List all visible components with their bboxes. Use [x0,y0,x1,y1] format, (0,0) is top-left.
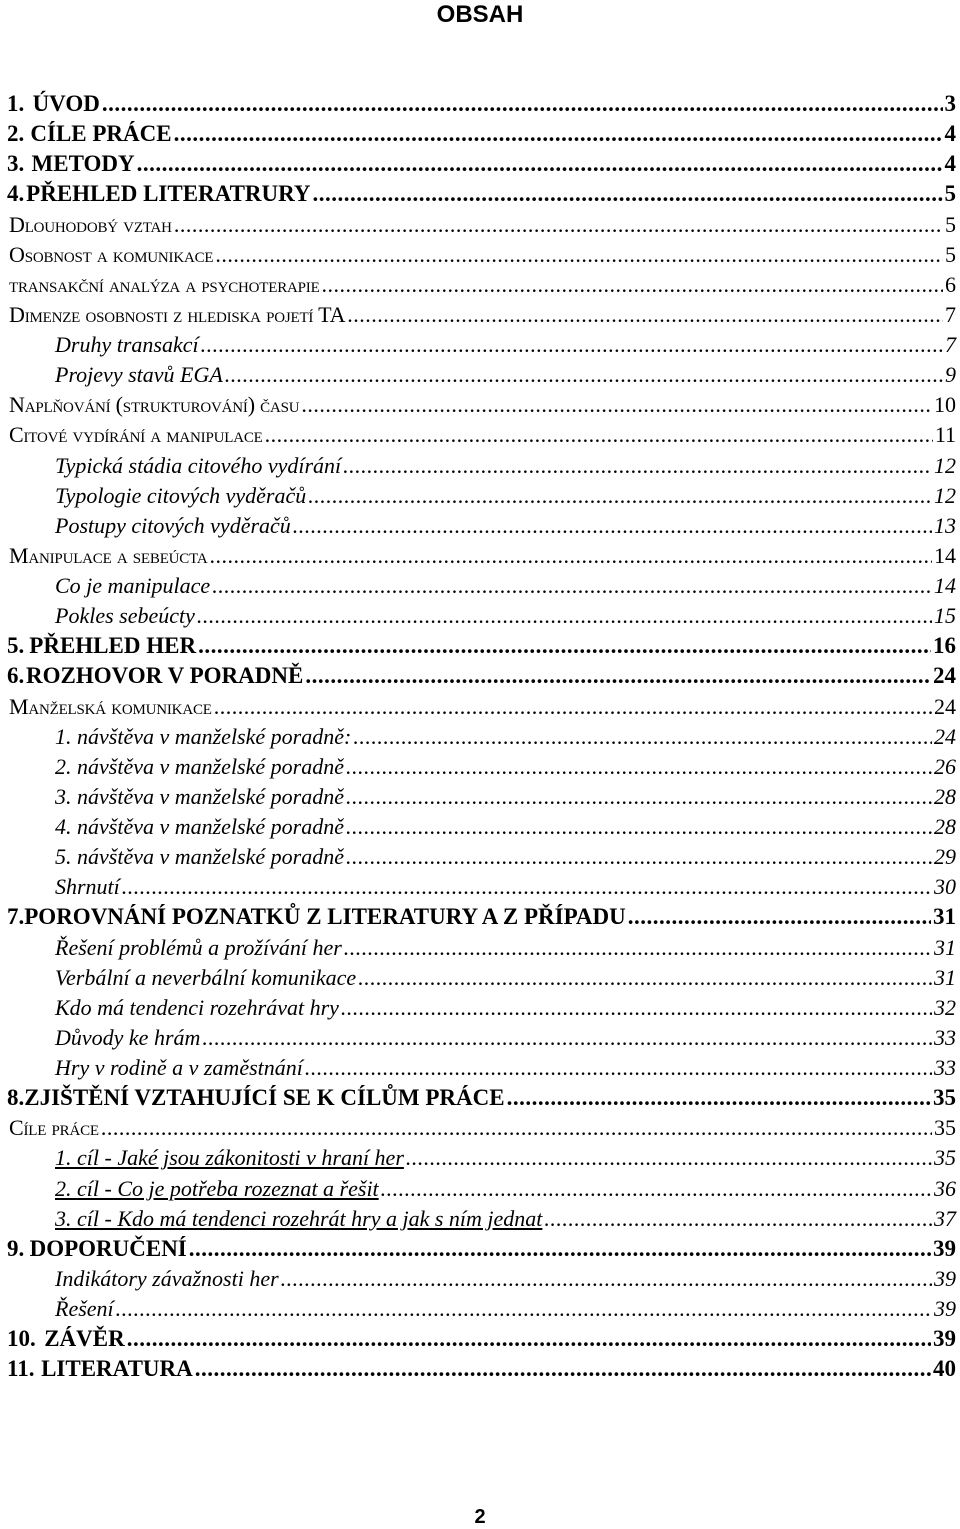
toc-entry-page: 13 [934,511,960,541]
toc-entry-page: 39 [934,1294,960,1324]
toc-entry-page: 37 [934,1204,960,1234]
toc-entry-title: POROVNÁNÍ POZNATKŮ Z LITERATURY A Z PŘÍPADU [24,902,626,932]
toc-leader-dots [544,1204,932,1234]
toc-entry[interactable] [0,451,960,481]
toc-entry-page: 33 [934,1053,960,1083]
toc-leader-dots [174,210,943,240]
toc-entry-page: 4 [945,149,960,179]
toc-entry-number: 11. [0,1354,41,1384]
toc-entry-page: 36 [934,1174,960,1204]
toc-entry-title: Kdo má tendenci rozehrávat hry [55,993,339,1023]
toc-entry[interactable] [0,390,960,420]
toc-entry-title: 3. cíl - Kdo má tendenci rozehrát hry a jak s ním jednat [55,1204,542,1234]
toc-entry-number: 7. [0,902,24,932]
toc-entry[interactable] [0,872,960,902]
toc-entry[interactable] [0,210,960,240]
toc-entry[interactable] [0,1023,960,1053]
toc-leader-dots [381,1174,932,1204]
toc-entry[interactable] [0,541,960,571]
toc-entry[interactable] [0,1053,960,1083]
toc-entry-page: 31 [934,963,960,993]
toc-entry-page: 31 [933,902,960,932]
toc-entry-page: 29 [934,842,960,872]
toc-entry[interactable] [0,240,960,270]
toc-entry-page: 32 [934,993,960,1023]
toc-leader-dots [507,1083,931,1113]
toc-leader-dots [308,481,932,511]
toc-entry-title: 2. návštěva v manželské poradně [55,752,344,782]
toc-leader-dots [358,963,932,993]
toc-entry[interactable] [0,149,960,179]
toc-leader-dots [628,902,931,932]
toc-entry[interactable] [0,330,960,360]
toc-leader-dots [265,420,933,450]
toc-entry-page: 24 [934,692,960,722]
toc-leader-dots [174,119,943,149]
toc-entry[interactable] [0,571,960,601]
toc-entry[interactable] [0,631,960,661]
toc-leader-dots [344,933,932,963]
toc-entry-title: Řešení problémů a prožívání her [55,933,342,963]
toc-entry-number: 1. [0,89,33,119]
toc-entry-page: 7 [945,330,960,360]
toc-entry-title: Dlouhodobý vztah [9,210,172,240]
toc-entry-page: 39 [933,1324,960,1354]
toc-entry[interactable] [0,902,960,932]
toc-entry-page: 14 [934,541,960,571]
toc-entry-title: Co je manipulace [55,571,210,601]
toc-entry-title: Dimenze osobnosti z hlediska pojetí TA [9,300,345,330]
toc-entry-page: 24 [933,661,960,691]
toc-entry-title: Hry v rodině a v zaměstnání [55,1053,303,1083]
toc-entry[interactable] [0,842,960,872]
toc-leader-dots [301,390,932,420]
toc-leader-dots [353,722,932,752]
toc-entry-page: 24 [934,722,960,752]
toc-leader-dots [212,571,932,601]
toc-leader-dots [101,1113,932,1143]
toc-entry-page: 28 [934,782,960,812]
toc-entry-title: Naplňování (strukturování) času [9,390,299,420]
page-number: 2 [0,1505,960,1529]
toc-leader-dots [347,300,943,330]
toc-entry-title: Pokles sebeúcty [55,601,195,631]
toc-entry-page: 12 [934,481,960,511]
toc-entry[interactable] [0,1264,960,1294]
toc-leader-dots [201,330,943,360]
toc-leader-dots [210,541,933,571]
toc-entry-title: 1. cíl - Jaké jsou zákonitosti v hraní her [55,1143,404,1173]
toc-entry-title: Důvody ke hrám [55,1023,200,1053]
toc-entry[interactable] [0,1113,960,1143]
toc-leader-dots [346,782,932,812]
toc-entry[interactable] [0,722,960,752]
toc-entry-title: Manipulace a sebeúcta [9,541,208,571]
toc-leader-dots [225,360,943,390]
toc-entry-title: Manželská komunikace [9,692,212,722]
toc-entry-title: DOPORUČENÍ [30,1234,187,1264]
toc-entry[interactable] [0,993,960,1023]
toc-entry[interactable] [0,1234,960,1264]
toc-entry-title: Indikátory závažnosti her [55,1264,279,1294]
toc-entry[interactable] [0,119,960,149]
toc-entry[interactable] [0,601,960,631]
toc-entry[interactable] [0,270,960,300]
toc-entry[interactable] [0,1204,960,1234]
toc-entry-title: Typická stádia citového vydírání [55,451,341,481]
toc-leader-dots [214,692,932,722]
toc-leader-dots [322,270,943,300]
toc-entry-title: PŘEHLED LITERATRURY [26,179,310,209]
toc-leader-dots [215,240,943,270]
toc-entry-title: LITERATURA [41,1354,193,1384]
toc-entry[interactable] [0,1143,960,1173]
toc-entry-page: 4 [945,119,960,149]
toc-entry-number: 6. [0,661,26,691]
toc-entry-page: 7 [945,300,960,330]
toc-entry-title: ZÁVĚR [44,1324,125,1354]
toc-leader-dots [102,89,943,119]
table-of-contents [0,89,960,1384]
toc-entry-title: Druhy transakcí [55,330,199,360]
toc-entry-number: 2. [0,119,30,149]
toc-entry-page: 9 [945,360,960,390]
toc-entry[interactable] [0,89,960,119]
toc-entry[interactable] [0,360,960,390]
toc-entry-title: ROZHOVOR V PORADNĚ [26,661,303,691]
toc-entry-number: 9. [0,1234,30,1264]
toc-entry[interactable] [0,963,960,993]
toc-leader-dots [202,1023,932,1053]
toc-entry-number: 10. [0,1324,44,1354]
toc-leader-dots [197,601,932,631]
toc-leader-dots [198,631,931,661]
toc-entry-number: 3. [0,149,32,179]
toc-entry-title: 1. návštěva v manželské poradně: [55,722,351,752]
toc-entry[interactable] [0,1174,960,1204]
toc-entry-page: 33 [934,1023,960,1053]
toc-entry-number: 8. [0,1083,24,1113]
toc-entry[interactable] [0,812,960,842]
toc-entry[interactable] [0,752,960,782]
toc-entry-page: 14 [934,571,960,601]
toc-entry-page: 40 [933,1354,960,1384]
toc-entry-page: 11 [935,420,960,450]
toc-entry[interactable] [0,300,960,330]
toc-entry-title: 2. cíl - Co je potřeba rozeznat a řešit [55,1174,379,1204]
toc-entry[interactable] [0,511,960,541]
toc-entry-page: 5 [945,240,960,270]
toc-entry-page: 6 [945,270,960,300]
toc-entry[interactable] [0,1354,960,1384]
toc-leader-dots [346,812,932,842]
toc-entry[interactable] [0,420,960,450]
toc-entry[interactable] [0,692,960,722]
toc-entry-number: 5. [0,631,29,661]
toc-entry-page: 26 [934,752,960,782]
toc-entry-page: 35 [934,1143,960,1173]
toc-entry-title: Cíle práce [9,1113,99,1143]
toc-leader-dots [305,1053,932,1083]
toc-entry-title: Postupy citových vyděračů [55,511,291,541]
toc-entry-page: 35 [934,1113,960,1143]
toc-entry-page: 28 [934,812,960,842]
toc-entry-page: 35 [933,1083,960,1113]
toc-leader-dots [346,752,932,782]
toc-leader-dots [189,1234,931,1264]
toc-entry[interactable] [0,782,960,812]
toc-entry-page: 12 [934,451,960,481]
toc-leader-dots [341,993,932,1023]
toc-entry-page: 10 [934,390,960,420]
toc-entry-page: 3 [945,89,960,119]
toc-entry-title: Citové vydírání a manipulace [9,420,263,450]
toc-leader-dots [406,1143,932,1173]
toc-leader-dots [137,149,943,179]
toc-entry-title: 3. návštěva v manželské poradně [55,782,344,812]
toc-entry-title: METODY [32,149,135,179]
toc-leader-dots [116,1294,932,1324]
toc-leader-dots [281,1264,932,1294]
toc-entry[interactable] [0,933,960,963]
toc-leader-dots [305,661,931,691]
toc-entry-title: 4. návštěva v manželské poradně [55,812,344,842]
toc-entry-title: transakční analýza a psychoterapie [9,270,320,300]
toc-entry-title: Shrnutí [55,872,120,902]
toc-entry[interactable] [0,179,960,209]
toc-leader-dots [127,1324,931,1354]
toc-entry-title: ÚVOD [33,89,100,119]
toc-entry[interactable] [0,661,960,691]
toc-entry-title: Projevy stavů EGA [55,360,223,390]
toc-entry-title: ZJIŠTĚNÍ VZTAHUJÍCÍ SE K CÍLŮM PRÁCE [24,1083,504,1113]
toc-entry-title: Osobnost a komunikace [9,240,213,270]
toc-entry-title: 5. návštěva v manželské poradně [55,842,344,872]
toc-entry-page: 5 [945,179,960,209]
toc-entry-title: Řešení [55,1294,114,1324]
toc-entry-page: 15 [934,601,960,631]
toc-entry[interactable] [0,1083,960,1113]
toc-entry[interactable] [0,481,960,511]
toc-entry-page: 39 [933,1234,960,1264]
toc-leader-dots [195,1354,931,1384]
toc-entry-title: Typologie citových vyděračů [55,481,306,511]
toc-leader-dots [313,179,943,209]
toc-entry[interactable] [0,1294,960,1324]
toc-entry-page: 16 [933,631,960,661]
toc-leader-dots [346,842,932,872]
toc-entry[interactable] [0,1324,960,1354]
toc-entry-page: 30 [934,872,960,902]
toc-leader-dots [293,511,932,541]
toc-entry-page: 31 [934,933,960,963]
toc-entry-page: 39 [934,1264,960,1294]
toc-entry-page: 5 [945,210,960,240]
toc-leader-dots [343,451,932,481]
toc-entry-title: PŘEHLED HER [29,631,196,661]
toc-entry-title: CÍLE PRÁCE [30,119,171,149]
toc-entry-number: 4. [0,179,26,209]
toc-leader-dots [122,872,932,902]
page-title: OBSAH [0,0,960,30]
toc-entry-title: Verbální a neverbální komunikace [55,963,356,993]
